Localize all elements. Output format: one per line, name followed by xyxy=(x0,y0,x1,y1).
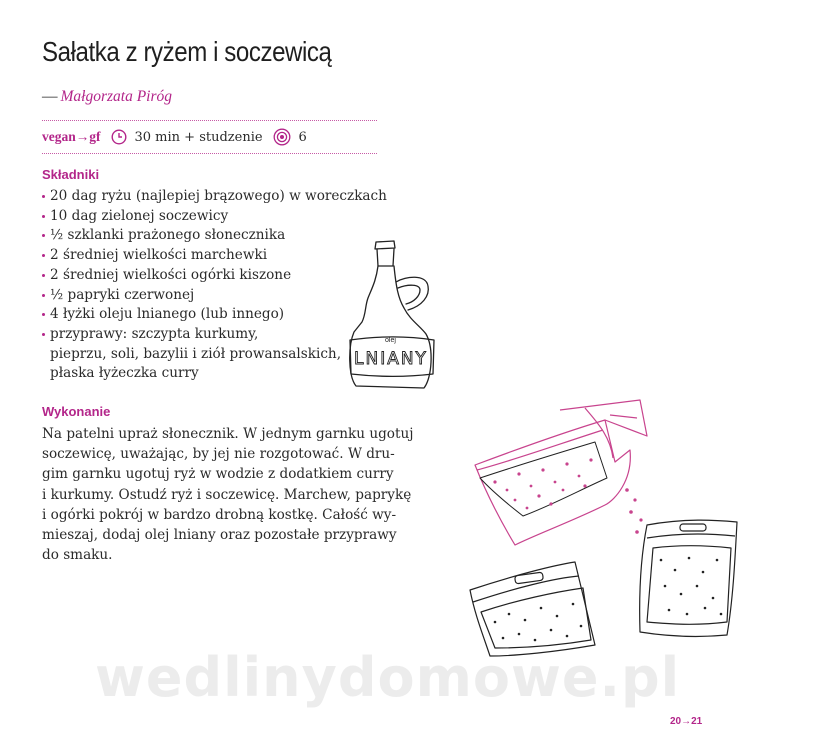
recipe-title: Sałatka z ryżem i soczewicą xyxy=(42,36,332,67)
page-numbers: 20→21 xyxy=(670,716,703,727)
list-item-continuation: płaska łyżeczka curry xyxy=(50,365,199,382)
list-item: 20 dag ryżu (najlepiej brązowego) w woreczkach xyxy=(42,187,387,207)
preparation-heading: Wykonanie xyxy=(42,404,111,419)
ingredients-heading: Składniki xyxy=(42,167,100,182)
list-item: 2 średniej wielkości marchewki xyxy=(42,246,387,266)
recipe-meta xyxy=(42,126,307,148)
list-item: przyprawy: szczypta kurkumy, pieprzu, soli, bazylii i ziół prowansalskich, płaska łyżeczka curry xyxy=(42,325,387,384)
ingredients-list xyxy=(42,187,387,384)
list-item: 10 dag zielonej soczewicy xyxy=(42,207,387,227)
recipe-author xyxy=(42,88,172,106)
clock-icon xyxy=(111,129,127,145)
watermark: wedlinydomowe.pl xyxy=(95,646,681,709)
rice-bags-illustration xyxy=(455,390,765,660)
list-item: 4 łyżki oleju lnianego (lub innego) xyxy=(42,305,387,325)
oil-bottle-illustration xyxy=(338,236,448,396)
list-item: 2 średniej wielkości ogórki kiszone xyxy=(42,266,387,286)
cook-time: 30 min + studzenie xyxy=(134,129,263,145)
servings: 6 xyxy=(298,129,307,145)
bottle-label: LNIANY xyxy=(354,349,428,369)
list-item-continuation: pieprzu, soli, bazylii i ziół prowansalskich, xyxy=(50,345,342,362)
list-item: ½ papryki czerwonej xyxy=(42,286,387,306)
author-name: Małgorzata Piróg xyxy=(60,88,173,105)
author-dash: — xyxy=(42,88,58,105)
meta-rule-top xyxy=(42,120,377,121)
meta-rule-bottom xyxy=(42,153,377,154)
list-item: ½ szklanki prażonego słonecznika xyxy=(42,226,387,246)
bottle-label-top: olej xyxy=(385,337,396,344)
diet-tag: vegan→gf xyxy=(42,129,101,144)
preparation-text: Na patelni upraż słonecznik. W jednym garnku ugotuj soczewicę, uważając, by jej nie rozgotować. W dru- gim garnku ugotuj ryż w wodzie z dodatkiem curry i kurkumy. Ostudź ryż i soczewicę. Marchew, paprykę i ogórki pokrój w bardzo drobną kostkę. Całość wy- mieszaj, dodaj olej lniany oraz pozostałe przyprawy do smaku. xyxy=(42,426,414,564)
plate-icon xyxy=(273,128,291,146)
